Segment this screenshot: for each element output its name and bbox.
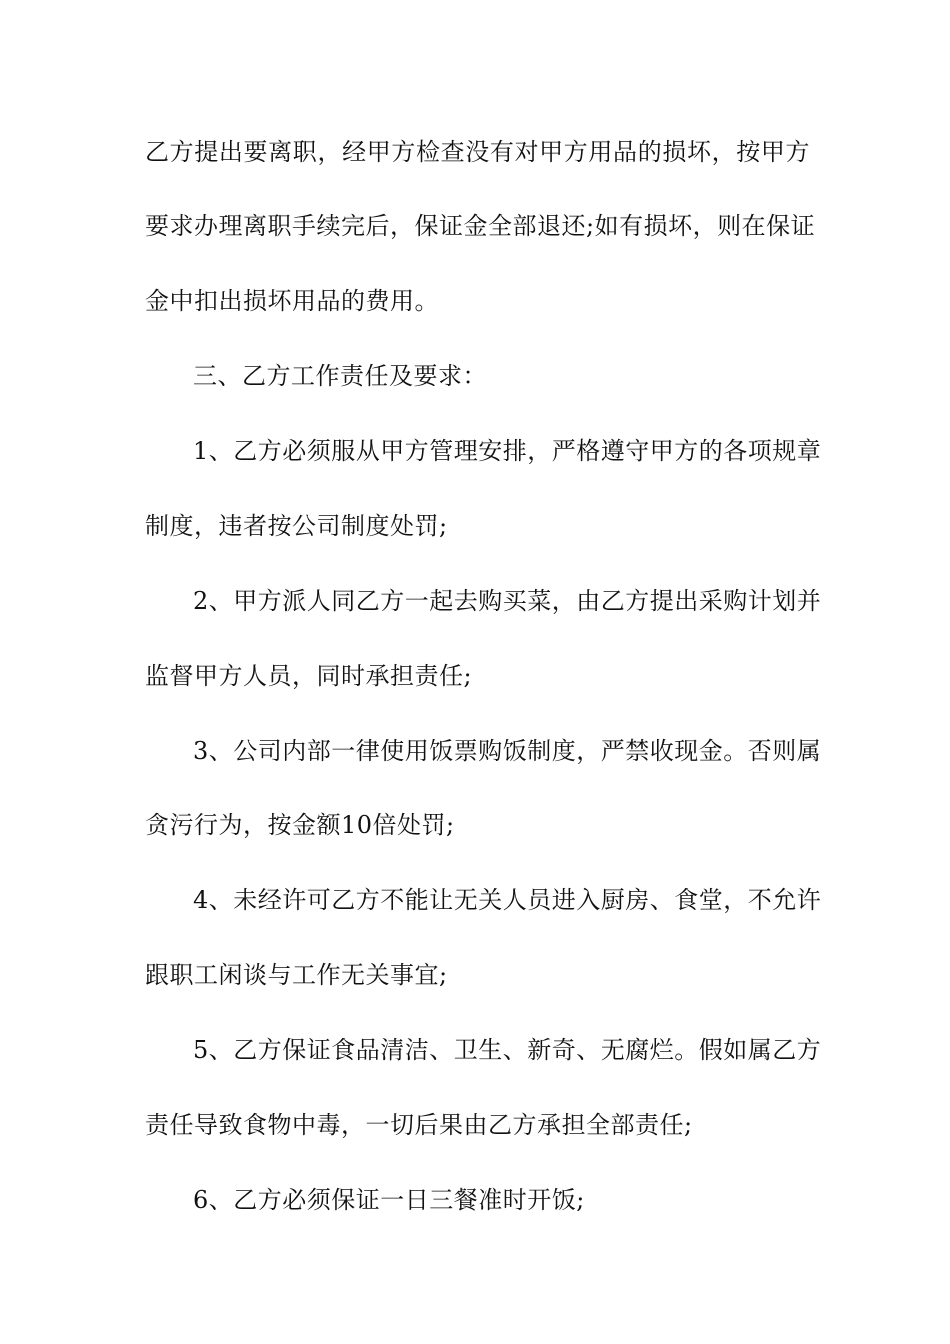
text-line: 1、乙方必须服从甲方管理安排，严格遵守甲方的各项规章 bbox=[193, 437, 822, 465]
text-line: 金中扣出损坏用品的费用。 bbox=[145, 287, 439, 315]
text-line: 责任导致食物中毒，一切后果由乙方承担全部责任; bbox=[145, 1111, 693, 1139]
text-line: 制度，违者按公司制度处罚; bbox=[145, 512, 448, 540]
text-line: 2、甲方派人同乙方一起去购买菜，由乙方提出采购计划并 bbox=[193, 587, 822, 615]
text-line: 乙方提出要离职，经甲方检查没有对甲方用品的损坏，按甲方 bbox=[145, 138, 810, 166]
text-line: 贪污行为，按金额10倍处罚; bbox=[145, 811, 455, 839]
text-line: 4、未经许可乙方不能让无关人员进入厨房、食堂，不允许 bbox=[193, 886, 822, 914]
text-line: 监督甲方人员，同时承担责任; bbox=[145, 662, 473, 690]
section-heading: 三、乙方工作责任及要求： bbox=[193, 362, 487, 390]
text-line: 要求办理离职手续完后，保证金全部退还;如有损坏，则在保证 bbox=[145, 212, 816, 240]
text-line: 6、乙方必须保证一日三餐准时开饭; bbox=[193, 1186, 585, 1214]
text-line: 3、公司内部一律使用饭票购饭制度，严禁收现金。否则属 bbox=[193, 737, 822, 765]
text-line: 跟职工闲谈与工作无关事宜; bbox=[145, 961, 448, 989]
text-line: 5、乙方保证食品清洁、卫生、新奇、无腐烂。假如属乙方 bbox=[193, 1036, 822, 1064]
